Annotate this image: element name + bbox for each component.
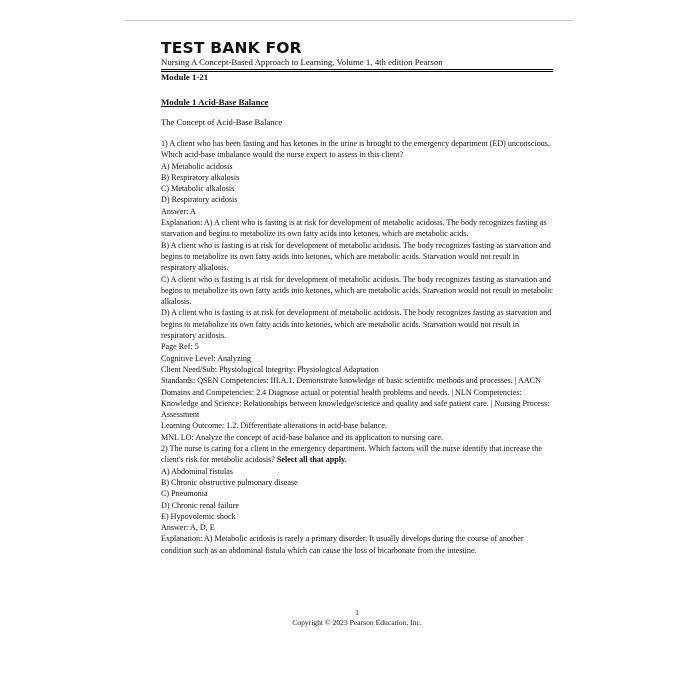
q2-option: C) Pneumonia bbox=[161, 489, 208, 499]
q2-select-all: Select all that apply. bbox=[276, 455, 347, 465]
test-bank-title: TEST BANK FOR bbox=[161, 39, 302, 57]
q1-option: A) Metabolic acidosis bbox=[161, 161, 233, 171]
q2-option: A) Abdominal fistulas bbox=[161, 466, 233, 476]
q2-answer: Answer: A, D, E bbox=[161, 523, 215, 533]
q1-option: B) Respiratory alkalosis bbox=[161, 172, 240, 182]
q1-stem: 1) A client who has been fasting and has ketones in the urine is brought to the emergency department (ED) unconscious. Which acid-base imbalance would the nurse expect to assess in this client? bbox=[161, 139, 550, 160]
q1-client-need: Client Need/Sub: Physiological Integrity: Physiological Adaptation bbox=[161, 364, 379, 374]
q1-page-ref: Page Ref: 5 bbox=[161, 342, 199, 352]
q1-explanation: Explanation: A) A client who is fasting is at risk for development of metabolic acidosis. The body recognizes fasting as starvation and begins to metabolize its own fatty acids into ketones, which are metabolic acids. bbox=[161, 218, 547, 239]
q1-explanation: C) A client who is fasting is at risk for development of metabolic acidosis. The body recognizes fasting as starvation and begins to metabolize its own fatty acids into ketones, which are metabolic acids. Starvation would not result in metabolic alkalosis. bbox=[161, 274, 554, 307]
question-body bbox=[161, 138, 553, 556]
copyright-notice: Copyright © 2023 Pearson Education, Inc. bbox=[292, 618, 422, 627]
q1-explanation: B) A client who is fasting is at risk for development of metabolic acidosis. The body recognizes fasting as starvation and begins to metabolize its own fatty acids into ketones, which are metabolic acids. Starvation would not result in respiratory alkalosis. bbox=[161, 240, 551, 273]
q1-learning-outcome: Learning Outcome: 1.2. Differentiate alterations in acid-base balance. bbox=[161, 421, 387, 431]
q1-standards: Standards: QSEN Competencies: III.A.1. Demonstrate knowledge of basic scientific methods and processes. | AACN Domains and Competencies: 2.4 Diagnose actual or potential health problems and needs. | NLN Competencies: Knowledge and Science: Relationships between knowledge/science and quality and safe patient care. | Nursing Process: Assessment bbox=[161, 376, 550, 420]
q2-option: B) Chronic obstructive pulmonary disease bbox=[161, 477, 298, 487]
q1-explanation: D) A client who is fasting is at risk for development of metabolic acidosis. The body recognizes fasting as starvation and begins to metabolize its own fatty acids into ketones, which are metabolic acids. Starvation would not result in respiratory acidosis. bbox=[161, 308, 552, 341]
q2-option: E) Hypovolemic shock bbox=[161, 511, 236, 521]
q2-option: D) Chronic renal failure bbox=[161, 500, 239, 510]
page-footer bbox=[161, 608, 553, 628]
q2-explanation: Explanation: A) Metabolic acidosis is rarely a primary disorder. It usually develops during the course of another condition such as an abdominal fistula which can cause the loss of bicarbonate from the intestine. bbox=[161, 534, 524, 555]
q1-answer: Answer: A bbox=[161, 206, 196, 216]
q1-option: C) Metabolic alkalosis bbox=[161, 184, 235, 194]
concept-heading: The Concept of Acid-Base Balance bbox=[161, 117, 283, 127]
document-page bbox=[161, 40, 553, 556]
module-heading: Module 1 Acid-Base Balance bbox=[161, 97, 269, 107]
q1-cognitive-level: Cognitive Level: Analyzing bbox=[161, 353, 251, 363]
page-number: 1 bbox=[355, 608, 359, 617]
q2-stem-text: 2) The nurse is caring for a client in the emergency department. Which factors will the nurse identify that increase the client's risk for metabolic acidosis? bbox=[161, 444, 542, 465]
module-range: Module 1-21 bbox=[161, 71, 553, 83]
q1-mnl-lo: MNL LO: Analyze the concept of acid-base balance and its application to nursing care. bbox=[161, 432, 443, 442]
book-subtitle: Nursing A Concept-Based Approach to Learning, Volume 1, 4th edition Pearson bbox=[161, 57, 553, 70]
q1-option: D) Respiratory acidosis bbox=[161, 195, 238, 205]
top-divider bbox=[125, 20, 574, 21]
q2-stem bbox=[161, 443, 553, 466]
